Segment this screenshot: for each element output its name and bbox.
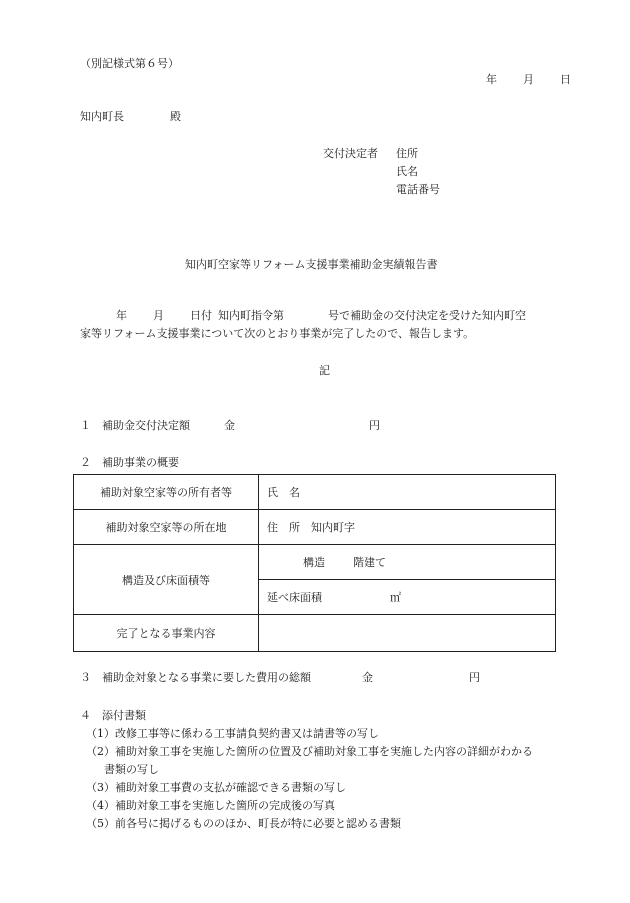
owner-label: 補助対象空家等の所有者等 <box>74 475 259 510</box>
table-row-location <box>74 510 556 545</box>
location-label: 補助対象空家等の所在地 <box>74 510 259 545</box>
floor-area-value <box>259 580 556 615</box>
content-label: 完了となる事業内容 <box>74 615 259 652</box>
location-value: 住 所 知内町字 <box>259 510 556 545</box>
section1-kin: 金 <box>224 419 235 432</box>
content-value <box>259 615 556 652</box>
floors-text: 階建て <box>353 556 386 569</box>
date-year-label: 年 <box>486 73 497 86</box>
applicant-phone-label: 電話番号 <box>396 183 440 196</box>
date-month-label: 月 <box>523 73 534 86</box>
structure-label: 構造及び床面積等 <box>74 545 259 615</box>
body-rest: 号で補助金の交付決定を受けた知内町空 <box>328 309 526 322</box>
applicant-role: 交付決定者 <box>323 147 378 160</box>
form-number: （別記様式第６号） <box>80 57 179 70</box>
addressee-honorific: 殿 <box>170 110 181 123</box>
date-line <box>486 73 571 87</box>
structure-text: 構造 <box>303 556 325 569</box>
addressee <box>80 110 181 124</box>
section1-yen: 円 <box>369 419 380 432</box>
section4-label: ４ 添付書類 <box>80 709 146 722</box>
attachment-item-2: （2）補助対象工事を実施した箇所の位置及び補助対象工事を実施した内容の詳細がわかる <box>86 745 533 758</box>
date-day-label: 日 <box>560 73 571 86</box>
attachment-item-5: （5）前各号に掲げるもののほか、町長が特に必要と認める書類 <box>86 817 401 830</box>
section3-kin: 金 <box>362 671 373 684</box>
section3-label: ３ 補助金対象となる事業に要した費用の総額 <box>80 671 311 684</box>
body-month: 月 <box>153 309 164 322</box>
table-row-owner <box>74 475 556 510</box>
attachment-item-2-cont: 書類の写し <box>104 763 159 776</box>
owner-value: 氏 名 <box>259 475 556 510</box>
section1-label: １ 補助金交付決定額 <box>80 419 190 432</box>
floor-area-unit: ㎡ <box>390 591 401 604</box>
floor-area-label: 延べ床面積 <box>267 591 322 604</box>
body-day-date: 日付 <box>190 309 212 322</box>
section3 <box>80 671 480 685</box>
structure-value <box>259 545 556 580</box>
section1 <box>80 419 380 433</box>
body-directive: 知内町指令第 <box>218 309 284 322</box>
applicant-name-label: 氏名 <box>396 165 418 178</box>
table-row-structure <box>74 545 556 580</box>
applicant-address-label: 住所 <box>396 147 418 160</box>
document-title: 知内町空家等リフォーム支援事業補助金実績報告書 <box>185 258 438 271</box>
attachment-item-4: （4）補助対象工事を実施した箇所の完成後の写真 <box>86 799 335 812</box>
ki-heading: 記 <box>319 364 330 377</box>
section3-yen: 円 <box>469 671 480 684</box>
attachment-item-3: （3）補助対象工事費の支払が確認できる書類の写し <box>86 781 346 794</box>
section2-label: ２ 補助事業の概要 <box>80 456 179 469</box>
body-line-2: 家等リフォーム支援事業について次のとおり事業が完了したので、報告します。 <box>80 327 475 340</box>
body-year: 年 <box>116 309 127 322</box>
attachment-item-1: （1）改修工事等に係わる工事請負契約書又は請書等の写し <box>86 727 379 740</box>
project-overview-table <box>73 474 556 652</box>
addressee-name: 知内町長 <box>80 110 124 123</box>
body-line-1 <box>116 309 526 323</box>
table-row-content <box>74 615 556 652</box>
